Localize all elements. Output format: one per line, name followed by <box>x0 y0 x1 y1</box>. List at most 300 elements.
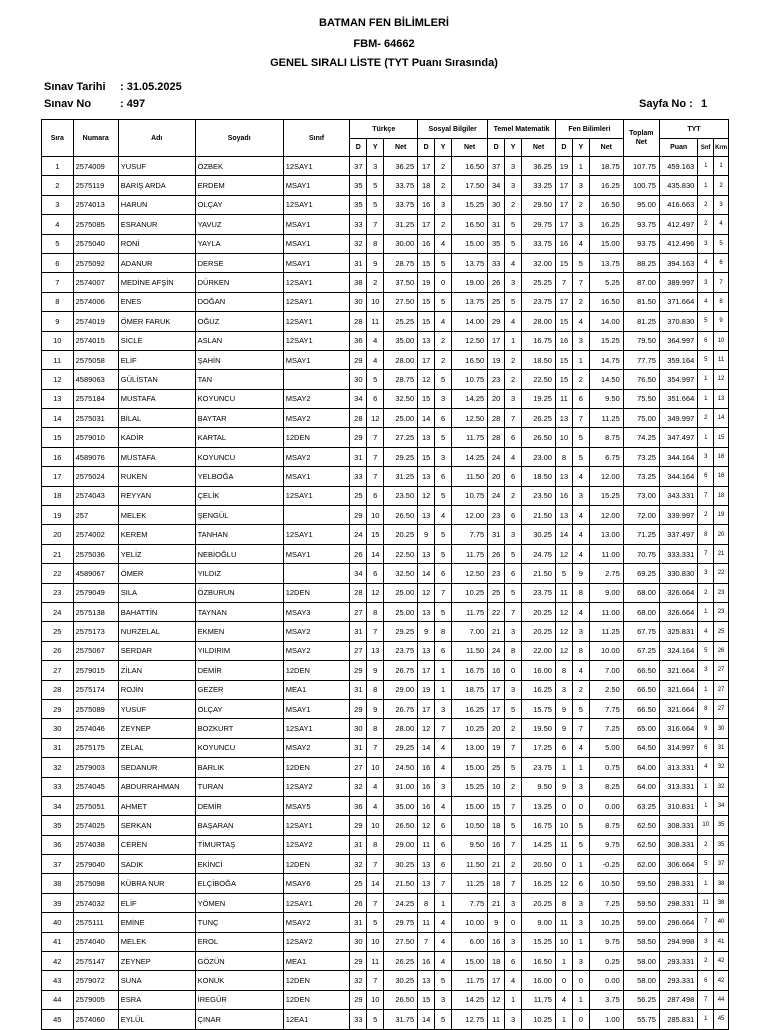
cell-sosyal-net: 12.75 <box>452 1010 488 1029</box>
cell-sira: 33 <box>42 777 74 796</box>
cell-sira: 9 <box>42 312 74 331</box>
cell-mat-y: 6 <box>505 952 522 971</box>
cell-tyt-krm: 19 <box>714 506 729 525</box>
table-row <box>42 602 729 621</box>
cell-mat-d: 28 <box>488 409 505 428</box>
cell-mat-net: 9.50 <box>522 777 556 796</box>
cell-sosyal-net: 16.50 <box>452 157 488 176</box>
cell-tyt-krm: 40 <box>714 913 729 932</box>
cell-sinif: MSAY1 <box>283 215 350 234</box>
cell-sinif: 12SAY1 <box>283 719 350 738</box>
cell-tyt-snf: 1 <box>698 777 714 796</box>
cell-turkce-net: 25.00 <box>384 583 418 602</box>
cell-sosyal-d: 17 <box>418 215 435 234</box>
table-row <box>42 874 729 893</box>
cell-fen-d: 12 <box>555 641 572 660</box>
cell-mat-y: 4 <box>505 253 522 272</box>
cell-numara: 2575098 <box>73 874 118 893</box>
cell-mat-d: 24 <box>488 641 505 660</box>
cell-soyadi: DERSE <box>195 253 283 272</box>
cell-tyt-snf: 1 <box>698 370 714 389</box>
cell-turkce-y: 5 <box>367 195 384 214</box>
cell-turkce-y: 10 <box>367 816 384 835</box>
cell-toplam-net: 65.00 <box>623 719 659 738</box>
cell-turkce-y: 2 <box>367 273 384 292</box>
cell-mat-net: 18.50 <box>522 467 556 486</box>
cell-numara: 2575051 <box>73 796 118 815</box>
cell-toplam-net: 62.00 <box>623 855 659 874</box>
table-row <box>42 292 729 311</box>
cell-tyt-puan: 308.331 <box>659 835 697 854</box>
cell-tyt-puan: 347.497 <box>659 428 697 447</box>
cell-sosyal-net: 10.00 <box>452 913 488 932</box>
cell-fen-y: 1 <box>572 932 589 951</box>
cell-mat-net: 13.25 <box>522 796 556 815</box>
cell-mat-net: 15.25 <box>522 932 556 951</box>
cell-turkce-net: 30.00 <box>384 234 418 253</box>
cell-fen-d: 15 <box>555 312 572 331</box>
cell-mat-net: 26.50 <box>522 428 556 447</box>
cell-turkce-y: 9 <box>367 699 384 718</box>
cell-sosyal-y: 2 <box>435 215 452 234</box>
cell-mat-d: 16 <box>488 661 505 680</box>
cell-tyt-krm: 8 <box>714 292 729 311</box>
cell-sinif: 12DEN <box>283 428 350 447</box>
cell-mat-net: 22.50 <box>522 370 556 389</box>
cell-fen-d: 7 <box>555 273 572 292</box>
cell-sosyal-d: 14 <box>418 738 435 757</box>
cell-tyt-puan: 416.663 <box>659 195 697 214</box>
table-row <box>42 971 729 990</box>
cell-sosyal-y: 7 <box>435 719 452 738</box>
cell-adi: ÖMER <box>118 564 195 583</box>
cell-fen-y: 1 <box>572 990 589 1009</box>
cell-tyt-krm: 30 <box>714 719 729 738</box>
cell-mat-d: 21 <box>488 855 505 874</box>
cell-tyt-puan: 351.664 <box>659 389 697 408</box>
cell-tyt-krm: 38 <box>714 874 729 893</box>
cell-sosyal-d: 13 <box>418 331 435 350</box>
cell-mat-net: 20.25 <box>522 893 556 912</box>
cell-numara: 2574007 <box>73 273 118 292</box>
cell-toplam-net: 55.75 <box>623 1010 659 1029</box>
cell-sira: 42 <box>42 952 74 971</box>
cell-adi: YELİZ <box>118 544 195 563</box>
cell-turkce-d: 33 <box>350 467 367 486</box>
cell-sinif: 12SAY2 <box>283 932 350 951</box>
cell-tyt-snf: 4 <box>698 292 714 311</box>
cell-fen-net: 9.50 <box>589 389 623 408</box>
cell-tyt-puan: 339.997 <box>659 506 697 525</box>
cell-mat-d: 17 <box>488 699 505 718</box>
cell-soyadi: BAŞARAN <box>195 816 283 835</box>
col-krm: Krm <box>714 139 729 157</box>
cell-fen-y: 6 <box>572 389 589 408</box>
cell-sosyal-d: 13 <box>418 428 435 447</box>
table-row <box>42 661 729 680</box>
cell-turkce-d: 35 <box>350 176 367 195</box>
table-row <box>42 467 729 486</box>
cell-soyadi: DEMİR <box>195 661 283 680</box>
cell-sinif <box>283 506 350 525</box>
cell-numara: 2574006 <box>73 292 118 311</box>
cell-tyt-puan: 337.497 <box>659 525 697 544</box>
cell-mat-d: 17 <box>488 331 505 350</box>
cell-turkce-d: 36 <box>350 796 367 815</box>
cell-fen-net: 6.75 <box>589 447 623 466</box>
cell-tyt-snf: 3 <box>698 564 714 583</box>
cell-sira: 12 <box>42 370 74 389</box>
cell-sinif: 12DEN <box>283 661 350 680</box>
cell-fen-y: 4 <box>572 467 589 486</box>
cell-toplam-net: 67.25 <box>623 641 659 660</box>
cell-turkce-net: 25.00 <box>384 602 418 621</box>
cell-fen-net: 2.75 <box>589 564 623 583</box>
cell-adi: CEREN <box>118 835 195 854</box>
cell-mat-d: 21 <box>488 893 505 912</box>
table-row <box>42 583 729 602</box>
cell-toplam-net: 64.00 <box>623 777 659 796</box>
cell-fen-d: 0 <box>555 855 572 874</box>
cell-toplam-net: 59.50 <box>623 874 659 893</box>
cell-tyt-snf: 4 <box>698 758 714 777</box>
cell-soyadi: TAN <box>195 370 283 389</box>
col-d: D <box>350 139 367 157</box>
cell-adi: ZİLAN <box>118 661 195 680</box>
cell-mat-y: 7 <box>505 409 522 428</box>
col-toplam-net: Toplam Net <box>623 120 659 157</box>
cell-mat-y: 3 <box>505 1010 522 1029</box>
cell-turkce-y: 8 <box>367 680 384 699</box>
cell-sira: 39 <box>42 893 74 912</box>
cell-toplam-net: 56.25 <box>623 990 659 1009</box>
cell-turkce-d: 26 <box>350 893 367 912</box>
cell-tyt-snf: 4 <box>698 622 714 641</box>
cell-mat-d: 26 <box>488 544 505 563</box>
cell-tyt-puan: 326.664 <box>659 583 697 602</box>
cell-sosyal-d: 12 <box>418 370 435 389</box>
cell-mat-net: 33.25 <box>522 176 556 195</box>
cell-tyt-puan: 298.331 <box>659 874 697 893</box>
cell-sosyal-y: 6 <box>435 835 452 854</box>
cell-soyadi: TURAN <box>195 777 283 796</box>
cell-adi: RONİ <box>118 234 195 253</box>
cell-sosyal-y: 2 <box>435 350 452 369</box>
cell-soyadi: EROL <box>195 932 283 951</box>
cell-mat-y: 5 <box>505 292 522 311</box>
col-net: Net <box>452 139 488 157</box>
table-row <box>42 816 729 835</box>
cell-turkce-y: 5 <box>367 1010 384 1029</box>
cell-sosyal-d: 15 <box>418 389 435 408</box>
cell-toplam-net: 64.00 <box>623 758 659 777</box>
cell-soyadi: ERDEM <box>195 176 283 195</box>
cell-mat-y: 2 <box>505 855 522 874</box>
cell-mat-net: 10.25 <box>522 1010 556 1029</box>
cell-toplam-net: 107.75 <box>623 157 659 176</box>
cell-sosyal-d: 13 <box>418 641 435 660</box>
cell-fen-net: 15.00 <box>589 234 623 253</box>
cell-adi: YUSUF <box>118 157 195 176</box>
cell-sosyal-net: 16.50 <box>452 350 488 369</box>
table-row <box>42 758 729 777</box>
cell-mat-y: 5 <box>505 699 522 718</box>
cell-sosyal-d: 17 <box>418 661 435 680</box>
cell-turkce-d: 26 <box>350 544 367 563</box>
cell-fen-net: 0.75 <box>589 758 623 777</box>
cell-sosyal-y: 3 <box>435 777 452 796</box>
cell-sira: 29 <box>42 699 74 718</box>
cell-turkce-d: 31 <box>350 680 367 699</box>
table-row <box>42 990 729 1009</box>
cell-mat-y: 4 <box>505 312 522 331</box>
cell-mat-d: 31 <box>488 525 505 544</box>
cell-sosyal-d: 16 <box>418 796 435 815</box>
cell-tyt-snf: 8 <box>698 699 714 718</box>
cell-mat-net: 19.25 <box>522 389 556 408</box>
cell-toplam-net: 68.00 <box>623 583 659 602</box>
cell-tyt-snf: 10 <box>698 816 714 835</box>
cell-fen-net: 15.25 <box>589 331 623 350</box>
cell-sira: 36 <box>42 835 74 854</box>
cell-sosyal-net: 7.75 <box>452 893 488 912</box>
col-y: Y <box>572 139 589 157</box>
col-temel-matematik: Temel Matematik <box>488 120 556 139</box>
cell-mat-net: 16.75 <box>522 816 556 835</box>
cell-soyadi: YILDIZ <box>195 564 283 583</box>
cell-turkce-y: 7 <box>367 428 384 447</box>
cell-toplam-net: 59.50 <box>623 893 659 912</box>
cell-tyt-snf: 2 <box>698 506 714 525</box>
cell-fen-y: 0 <box>572 1010 589 1029</box>
cell-tyt-krm: 13 <box>714 389 729 408</box>
cell-sosyal-d: 11 <box>418 913 435 932</box>
cell-numara: 2579003 <box>73 758 118 777</box>
table-row <box>42 273 729 292</box>
cell-turkce-d: 31 <box>350 253 367 272</box>
cell-sosyal-d: 13 <box>418 506 435 525</box>
table-row <box>42 564 729 583</box>
cell-fen-net: 11.25 <box>589 622 623 641</box>
cell-mat-net: 23.75 <box>522 583 556 602</box>
cell-fen-y: 7 <box>572 273 589 292</box>
col-d: D <box>488 139 505 157</box>
cell-turkce-d: 30 <box>350 370 367 389</box>
cell-tyt-puan: 308.331 <box>659 816 697 835</box>
cell-turkce-y: 9 <box>367 661 384 680</box>
cell-tyt-krm: 27 <box>714 699 729 718</box>
cell-toplam-net: 59.00 <box>623 913 659 932</box>
cell-numara: 2574046 <box>73 719 118 738</box>
cell-sinif: MSAY2 <box>283 622 350 641</box>
cell-adi: REYYAN <box>118 486 195 505</box>
cell-numara: 2575138 <box>73 602 118 621</box>
cell-tyt-krm: 35 <box>714 835 729 854</box>
cell-mat-d: 25 <box>488 758 505 777</box>
cell-sosyal-d: 17 <box>418 350 435 369</box>
cell-turkce-net: 22.50 <box>384 544 418 563</box>
cell-sira: 11 <box>42 350 74 369</box>
cell-mat-d: 11 <box>488 1010 505 1029</box>
table-row <box>42 913 729 932</box>
cell-tyt-krm: 9 <box>714 312 729 331</box>
cell-sosyal-d: 12 <box>418 583 435 602</box>
cell-fen-d: 0 <box>555 796 572 815</box>
cell-sinif: MSAY5 <box>283 796 350 815</box>
cell-fen-net: 13.75 <box>589 253 623 272</box>
cell-fen-d: 10 <box>555 816 572 835</box>
cell-fen-y: 4 <box>572 738 589 757</box>
cell-mat-net: 23.75 <box>522 292 556 311</box>
cell-fen-net: 1.00 <box>589 1010 623 1029</box>
cell-sosyal-d: 14 <box>418 409 435 428</box>
cell-soyadi: BARLIK <box>195 758 283 777</box>
cell-fen-d: 0 <box>555 971 572 990</box>
cell-adi: ESRANUR <box>118 215 195 234</box>
cell-turkce-d: 27 <box>350 641 367 660</box>
cell-mat-y: 7 <box>505 602 522 621</box>
cell-sira: 4 <box>42 215 74 234</box>
cell-tyt-krm: 6 <box>714 253 729 272</box>
cell-sosyal-net: 19.00 <box>452 273 488 292</box>
cell-mat-y: 6 <box>505 506 522 525</box>
cell-turkce-d: 30 <box>350 932 367 951</box>
cell-sinif: 12DEN <box>283 855 350 874</box>
cell-tyt-snf: 1 <box>698 796 714 815</box>
cell-mat-net: 20.25 <box>522 602 556 621</box>
cell-sosyal-y: 5 <box>435 544 452 563</box>
cell-sosyal-net: 9.50 <box>452 835 488 854</box>
cell-fen-d: 16 <box>555 486 572 505</box>
cell-tyt-snf: 5 <box>698 855 714 874</box>
cell-sosyal-net: 10.75 <box>452 370 488 389</box>
cell-sosyal-y: 3 <box>435 389 452 408</box>
cell-sira: 24 <box>42 602 74 621</box>
cell-sira: 18 <box>42 486 74 505</box>
cell-tyt-puan: 296.664 <box>659 913 697 932</box>
table-row <box>42 777 729 796</box>
table-row <box>42 641 729 660</box>
cell-fen-y: 1 <box>572 157 589 176</box>
cell-tyt-puan: 370.830 <box>659 312 697 331</box>
cell-mat-d: 37 <box>488 157 505 176</box>
cell-adi: ENES <box>118 292 195 311</box>
cell-turkce-net: 30.25 <box>384 971 418 990</box>
cell-adi: ZEYNEP <box>118 719 195 738</box>
cell-tyt-snf: 2 <box>698 409 714 428</box>
cell-sosyal-d: 12 <box>418 486 435 505</box>
cell-soyadi: KONUK <box>195 971 283 990</box>
cell-sira: 37 <box>42 855 74 874</box>
cell-mat-net: 11.75 <box>522 990 556 1009</box>
cell-mat-y: 0 <box>505 661 522 680</box>
table-row <box>42 389 729 408</box>
cell-fen-net: 9.00 <box>589 583 623 602</box>
page-no-value: 1 <box>701 98 708 110</box>
cell-sosyal-d: 16 <box>418 195 435 214</box>
cell-mat-net: 32.00 <box>522 253 556 272</box>
cell-turkce-net: 31.25 <box>384 467 418 486</box>
cell-sosyal-net: 16.75 <box>452 661 488 680</box>
cell-fen-net: 10.25 <box>589 913 623 932</box>
cell-turkce-y: 8 <box>367 234 384 253</box>
cell-tyt-krm: 1 <box>714 157 729 176</box>
cell-fen-y: 1 <box>572 758 589 777</box>
cell-sinif: MSAY2 <box>283 913 350 932</box>
cell-turkce-y: 7 <box>367 622 384 641</box>
table-row <box>42 544 729 563</box>
cell-fen-y: 5 <box>572 835 589 854</box>
cell-fen-y: 3 <box>572 176 589 195</box>
cell-fen-d: 13 <box>555 467 572 486</box>
cell-sinif: 12SAY1 <box>283 312 350 331</box>
cell-mat-net: 21.50 <box>522 564 556 583</box>
cell-fen-d: 6 <box>555 738 572 757</box>
cell-tyt-puan: 324.164 <box>659 641 697 660</box>
cell-mat-d: 9 <box>488 913 505 932</box>
cell-fen-d: 15 <box>555 350 572 369</box>
cell-mat-d: 20 <box>488 719 505 738</box>
cell-mat-d: 30 <box>488 195 505 214</box>
cell-sosyal-y: 3 <box>435 195 452 214</box>
cell-mat-y: 3 <box>505 893 522 912</box>
cell-adi: ELİF <box>118 350 195 369</box>
cell-sosyal-y: 4 <box>435 506 452 525</box>
cell-turkce-net: 37.50 <box>384 273 418 292</box>
cell-fen-net: 14.75 <box>589 350 623 369</box>
cell-adi: BARIŞ ARDA <box>118 176 195 195</box>
cell-sosyal-d: 16 <box>418 777 435 796</box>
cell-mat-d: 16 <box>488 835 505 854</box>
table-row <box>42 312 729 331</box>
cell-mat-y: 5 <box>505 234 522 253</box>
cell-sosyal-d: 12 <box>418 719 435 738</box>
cell-mat-net: 16.50 <box>522 952 556 971</box>
col-puan: Puan <box>659 139 697 157</box>
cell-soyadi: ŞENGÜL <box>195 506 283 525</box>
cell-tyt-krm: 3 <box>714 195 729 214</box>
cell-sira: 5 <box>42 234 74 253</box>
cell-numara: 2575092 <box>73 253 118 272</box>
cell-toplam-net: 75.00 <box>623 409 659 428</box>
cell-tyt-snf: 2 <box>698 215 714 234</box>
cell-toplam-net: 66.50 <box>623 680 659 699</box>
cell-tyt-snf: 1 <box>698 157 714 176</box>
cell-sinif: 12SAY1 <box>283 292 350 311</box>
cell-turkce-y: 11 <box>367 952 384 971</box>
cell-sosyal-net: 18.75 <box>452 680 488 699</box>
cell-tyt-krm: 11 <box>714 350 729 369</box>
cell-numara: 2575173 <box>73 622 118 641</box>
cell-mat-net: 16.25 <box>522 874 556 893</box>
cell-fen-d: 9 <box>555 719 572 738</box>
cell-fen-net: 11.00 <box>589 544 623 563</box>
cell-mat-y: 5 <box>505 544 522 563</box>
cell-fen-y: 0 <box>572 796 589 815</box>
cell-sinif: MSAY6 <box>283 874 350 893</box>
cell-tyt-snf: 7 <box>698 990 714 1009</box>
cell-numara: 2575058 <box>73 350 118 369</box>
cell-turkce-net: 32.50 <box>384 389 418 408</box>
cell-sosyal-y: 5 <box>435 486 452 505</box>
cell-mat-net: 16.00 <box>522 661 556 680</box>
cell-soyadi: EKİNCİ <box>195 855 283 874</box>
cell-fen-d: 12 <box>555 544 572 563</box>
cell-tyt-snf: 1 <box>698 680 714 699</box>
cell-tyt-puan: 344.164 <box>659 447 697 466</box>
cell-fen-d: 1 <box>555 1010 572 1029</box>
cell-mat-y: 2 <box>505 719 522 738</box>
